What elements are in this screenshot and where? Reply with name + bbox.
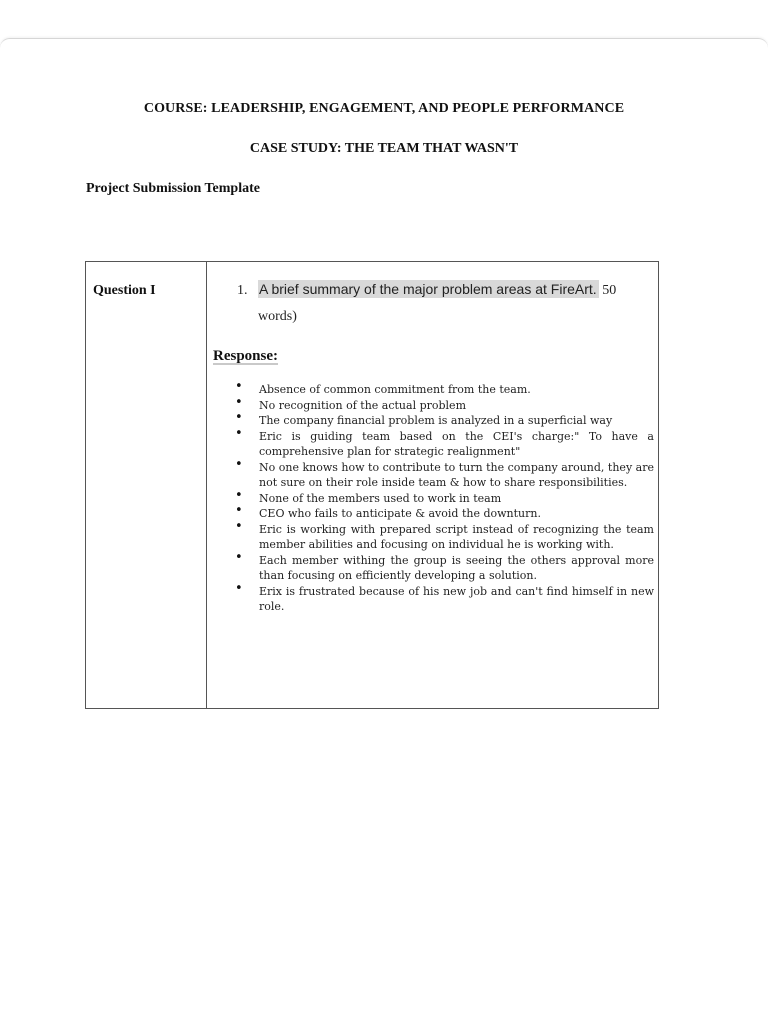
bullet-dot-icon: • (235, 410, 243, 425)
response-item-text: No recognition of the actual problem (259, 398, 467, 412)
bullet-dot-icon: • (235, 425, 243, 441)
response-item-text: CEO who fails to anticipate & avoid the downturn. (259, 507, 541, 520)
response-item-text: Each member withing the group is seeing the others approval more than focusing on efficiently developing a solution. (259, 553, 654, 582)
response-item-text: Absence of common commitment from the team. (259, 383, 531, 396)
question-prompt-continuation: words) (258, 309, 297, 324)
table-column-divider (206, 262, 207, 708)
bullet-dot-icon: • (235, 456, 243, 472)
question-label: Question I (93, 283, 156, 298)
case-study-title: CASE STUDY: THE TEAM THAT WASN'T (249, 141, 519, 156)
bullet-dot-icon: • (235, 580, 243, 596)
response-list (226, 379, 654, 615)
response-list-item (226, 394, 654, 414)
bullet-dot-icon: • (235, 487, 243, 503)
response-list-item (226, 549, 654, 584)
response-list-item (226, 379, 654, 398)
response-list-item (226, 410, 654, 429)
response-list-item (226, 425, 654, 460)
response-item-text: Eric is guiding team based on the CEI's charge:" To have a comprehensive plan for strategic realignment" (259, 429, 654, 458)
bullet-dot-icon: • (235, 394, 243, 410)
response-list-item (226, 456, 654, 491)
question-prompt-word-count: 50 (602, 283, 617, 298)
bullet-dot-icon: • (235, 549, 243, 565)
course-title: COURSE: LEADERSHIP, ENGAGEMENT, AND PEOPLE PERFORMANCE (143, 101, 625, 116)
response-item-text: The company financial problem is analyzed in a superficial way (259, 414, 613, 427)
bullet-dot-icon: • (235, 379, 243, 394)
response-list-item (226, 487, 654, 507)
question-number: 1. (237, 283, 248, 298)
response-item-text: None of the members used to work in team (259, 491, 502, 505)
bullet-dot-icon: • (235, 518, 243, 534)
response-item-text: Eric is working with prepared script instead of recognizing the team member abilities and focusing on individual he is working with. (259, 522, 654, 551)
question-prompt (258, 281, 616, 299)
response-item-text: No one knows how to contribute to turn the company around, they are not sure on their role inside team & how to share responsibilities. (259, 460, 654, 489)
response-list-item (226, 518, 654, 553)
response-list-item (226, 503, 654, 522)
bullet-dot-icon: • (235, 503, 243, 518)
template-title: Project Submission Template (86, 181, 260, 196)
response-item-text: Erix is frustrated because of his new job and can't find himself in new role. (259, 584, 654, 613)
response-list-item (226, 580, 654, 615)
question-table (85, 261, 659, 709)
question-prompt-highlighted: A brief summary of the major problem areas at FireArt. (259, 281, 597, 297)
response-heading: Response: (213, 348, 279, 364)
